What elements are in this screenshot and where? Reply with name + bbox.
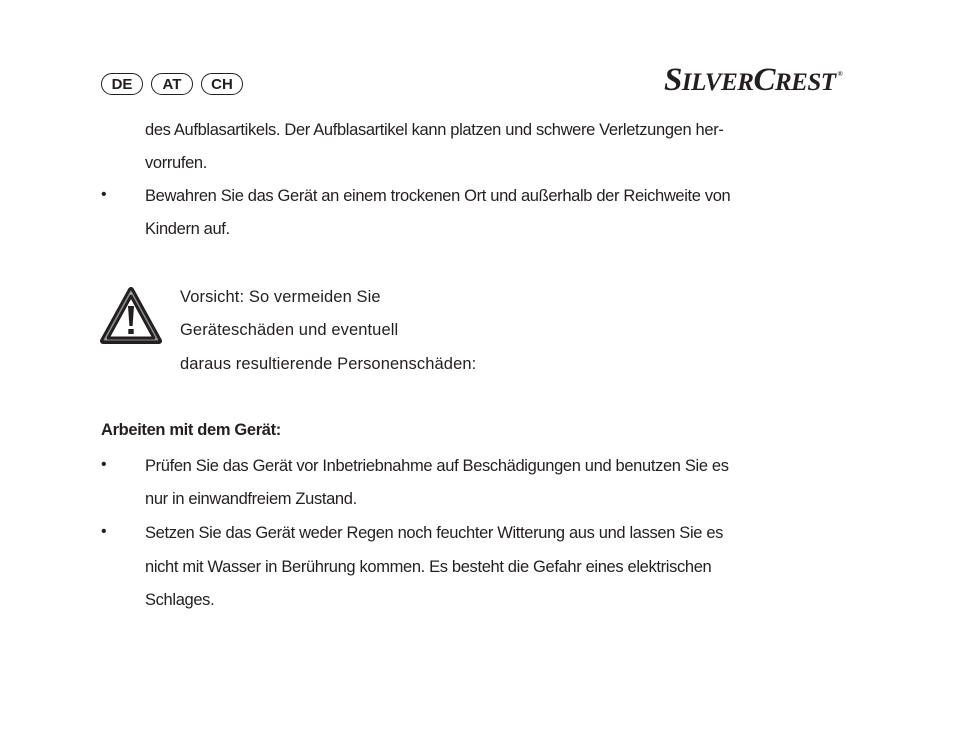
country-badge-ch: CH [201,73,243,95]
caution-line-3: daraus resultierende Personenschäden: [180,355,477,373]
moisture-bullet-line-3: Schlages. [145,591,215,609]
brand-logo [664,62,842,99]
logo-second-rest: REST [774,69,836,96]
warning-triangle-icon [100,287,162,345]
logo-first-rest: ILVER [681,69,754,96]
inspection-bullet-line-2: nur in einwandfreiem Zustand. [145,490,357,508]
country-badge-de: DE [101,73,143,95]
caution-line-1: Vorsicht: So vermeiden Sie [180,288,381,306]
bullet-marker: • [101,456,107,473]
moisture-bullet-line-1: Setzen Sie das Gerät weder Regen noch feuchter Witterung aus und lassen Sie es [145,524,724,542]
storage-bullet-line-1: Bewahren Sie das Gerät an einem trockenen Ort und außerhalb der Reichweite von [145,187,731,205]
country-badge-at: AT [151,73,193,95]
storage-bullet-line-2: Kindern auf. [145,220,230,238]
bullet-marker: • [101,523,107,540]
logo-registered-mark: ® [837,70,843,78]
inspection-bullet-line-1: Prüfen Sie das Gerät vor Inbetriebnahme auf Beschädigungen und benutzen Sie es [145,457,729,475]
section-heading: Arbeiten mit dem Gerät: [101,421,281,439]
moisture-bullet-line-2: nicht mit Wasser in Berührung kommen. Es besteht die Gefahr eines elektrischen [145,558,712,576]
bullet-marker: • [101,186,107,203]
logo-second-initial: C [753,62,775,98]
continuation-line-2: vorrufen. [145,154,207,172]
country-badges [101,73,243,95]
caution-line-2: Geräteschäden und eventuell [180,321,399,339]
continuation-line-1: des Aufblasartikels. Der Aufblasartikel kann platzen und schwere Verletzungen her- [145,121,724,139]
logo-first-initial: S [664,62,682,98]
